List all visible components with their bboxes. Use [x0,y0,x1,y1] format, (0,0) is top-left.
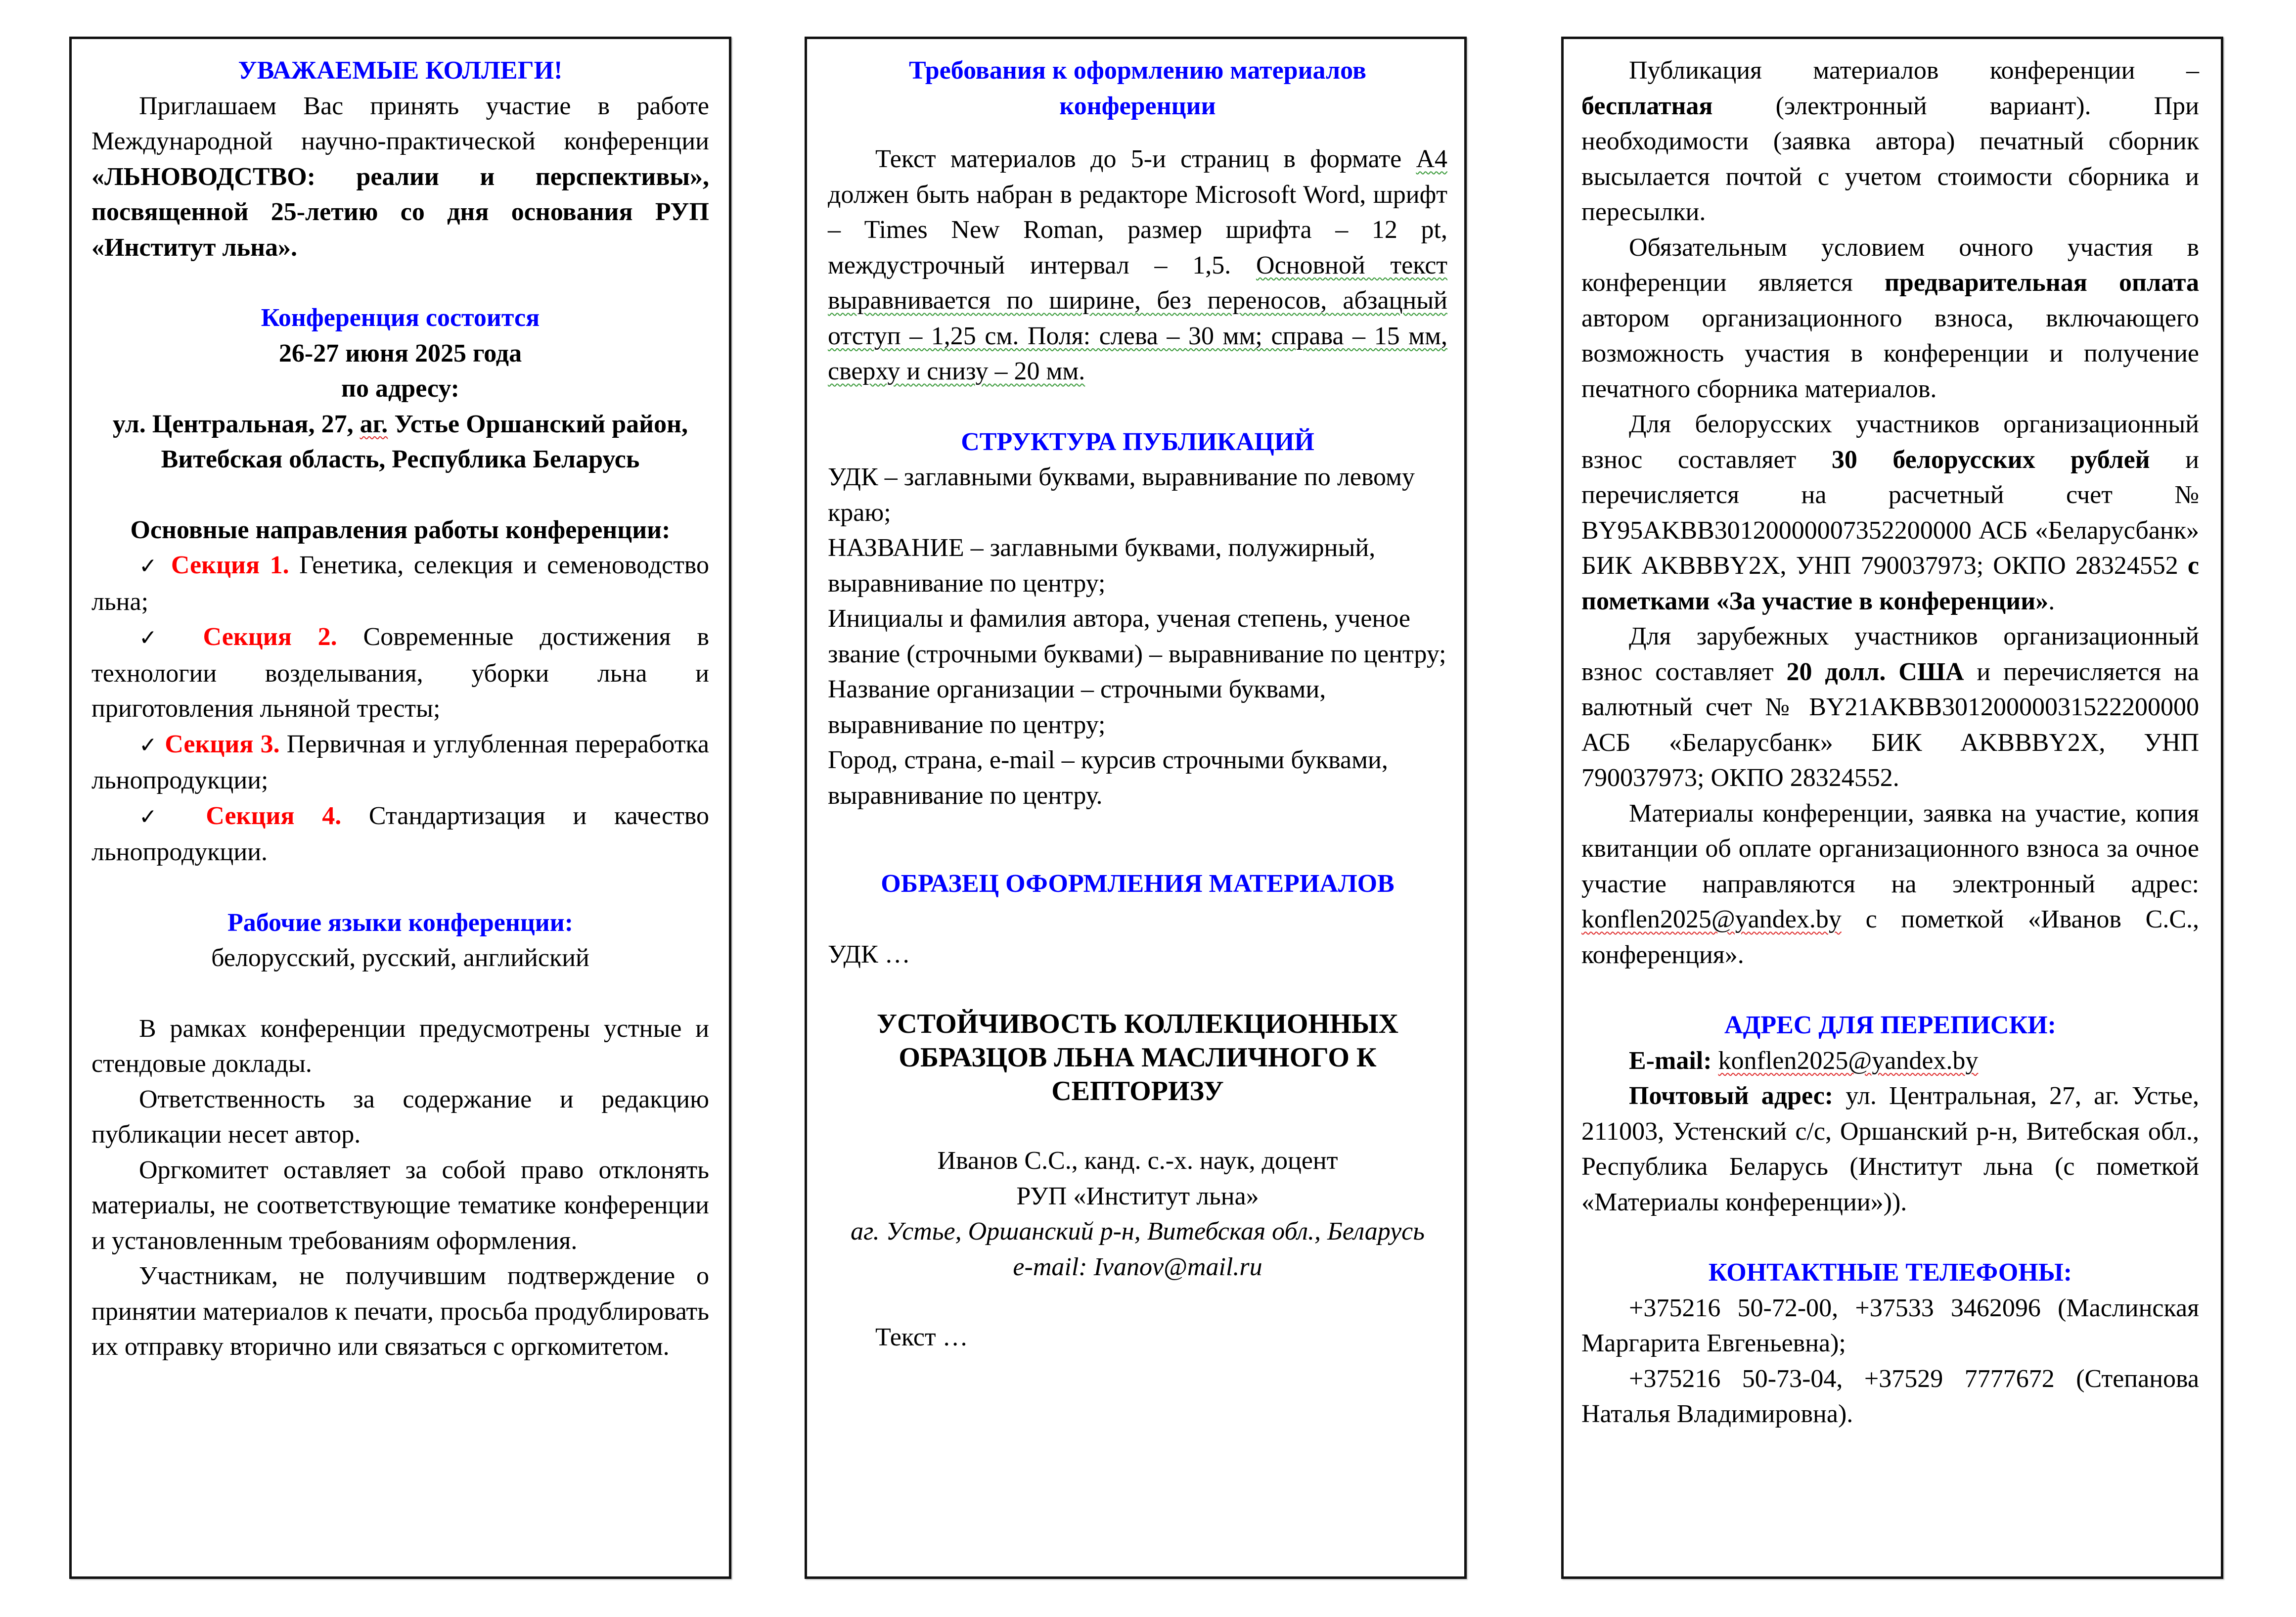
submission-email-link[interactable]: konflen2025@yandex.by [1581,905,1842,933]
fee-amount-byn: 30 белорусских рублей [1831,445,2150,474]
invitation-paragraph [91,89,709,266]
structure-heading: СТРУКТУРА ПУБЛИКАЦИЙ [961,427,1314,456]
postal-label: Почтовый адрес: [1629,1082,1834,1110]
requirements-a4: А4 [1416,145,1447,173]
requirements-text: Текст материалов до 5-и страниц в формате [875,145,1416,173]
prepayment-bold: предварительная оплата [1884,269,2199,297]
section-item [91,548,709,619]
venue-address-street: ул. Центральная, 27, [112,410,360,438]
email-label: E-mail: [1629,1046,1712,1075]
sample-email: e-mail: Ivanov@mail.ru [1013,1252,1262,1281]
fee-end: . [2048,587,2055,615]
publication-paragraph [1581,53,2199,230]
panel-content [1581,53,2199,1432]
prepayment-paragraph [1581,230,2199,407]
requirements-text: должен быть набран в редакторе Microsoft Word, шрифт – Times New Roman, размер шрифта – 12 pt, междустрочный интервал – 1,5. [828,180,1447,279]
checkmark-icon: ✓ [139,732,158,758]
fee-amount-usd: 20 долл. США [1786,657,1964,686]
venue-by-address-label: по адресу: [341,374,459,403]
prepayment-text: автором организационного взноса, включающего возможность участия в конференции и получение печатного сборника материалов. [1581,304,2199,403]
venue-address [91,407,709,477]
fee-foreign-paragraph [1581,619,2199,796]
section-label: Секция 1. [171,551,289,579]
sample-udk: УДК … [828,940,910,969]
fee-bank-details: и перечисляется на расчетный счет № BY95AKBB30120000007352200000 АСБ «Беларусбанк» БИК AKBBBY2X, УНП 790037973; ОКПО 28324552 [1581,445,2200,580]
submission-paragraph [1581,796,2199,973]
fee-note: с пометками «За участие в конференции» [1581,552,2199,615]
panel-content [828,53,1447,1355]
submission-text: с пометкой «Иванов С.С., конференция». [1581,905,2199,969]
venue-heading: Конференция состоится [261,304,540,332]
email-line [1581,1043,2199,1079]
section-label: Секция 3. [165,730,280,758]
conference-date: 26-27 июня 2025 года [278,339,522,368]
postal-line [1581,1078,2199,1220]
greeting-heading: УВАЖАЕМЫЕ КОЛЛЕГИ! [238,56,563,85]
section-text: Современные достижения в технологии возделывания, уборки льна и приготовления льняной тресты; [91,623,709,723]
structure-item: УДК – заглавными буквами, выравнивание по левому краю; [828,463,1415,527]
fee-belarus-paragraph [1581,407,2199,619]
postal-address: ул. Центральная, 27, аг. Устье, 211003, Устенский с/с, Оршанский р-н, Витебская обл., Республика Беларусь (Институт льна (с пометкой «Материалы конференции»)). [1581,1082,2200,1216]
structure-item: НАЗВАНИЕ – заглавными буквами, полужирный, выравнивание по центру; [828,534,1376,598]
checkmark-icon: ✓ [139,554,161,579]
requirements-heading: Требования к оформлению материалов конференции [909,56,1366,120]
section-label: Секция 2. [203,623,337,651]
info-paragraph: В рамках конференции предусмотрены устные и стендовые доклады. [91,1014,709,1078]
languages-heading: Рабочие языки конференции: [227,908,574,937]
section-text: Стандартизация и качество льнопродукции. [91,801,709,866]
phones-heading: КОНТАКТНЫЕ ТЕЛЕФОНЫ: [1708,1258,2072,1287]
fee-bank-details: и перечисляется на валютный счет № BY21AKBB30120000031522200000 АСБ «Беларусбанк» БИК AKBBBY2X, УНП 790037973; ОКПО 28324552. [1581,657,2200,792]
info-paragraph: Ответственность за содержание и редакцию публикации несет автор. [91,1085,709,1149]
checkmark-icon: ✓ [139,625,177,650]
requirements-paragraph [828,141,1447,389]
submission-text: Материалы конференции, заявка на участие, копия квитанции об оплате организационного взноса за очное участие направляются на электронный адрес: [1581,799,2199,898]
venue-address-rest: Устье Оршанский район, Витебская область, Республика Беларусь [161,410,688,473]
fee-text: Для зарубежных участников организационный взнос составляет [1581,622,2199,686]
structure-item: Название организации – строчными буквами, выравнивание по центру; [828,675,1326,739]
section-label: Секция 4. [206,801,342,830]
info-paragraph: Оргкомитет оставляет за собой право отклонять материалы, не соответствующие тематике конференции и установленным требованиям оформления. [91,1155,709,1255]
sample-title: УСТОЙЧИВОСТЬ КОЛЛЕКЦИОННЫХ ОБРАЗЦОВ ЛЬНА МАСЛИЧНОГО К СЕПТОРИЗУ [877,1009,1398,1107]
invitation-text: Приглашаем Вас принять участие в работе Международной научно-практической конференции [91,92,709,155]
prepayment-text: Обязательным условием очного участия в конференции является [1581,233,2199,297]
sample-location: аг. Устье, Оршанский р-н, Витебская обл., Беларусь [851,1217,1425,1246]
section-item [91,798,709,870]
publication-text: (электронный вариант). При необходимости (заявка автора) печатный сборник высылается почтой с учетом стоимости сборника и пересылки. [1581,92,2199,226]
phone-entry: +375216 50-72-00, +37533 3462096 (Маслинская Маргарита Евгеньевна); [1581,1294,2199,1357]
sample-author: Иванов С.С., канд. с.-х. наук, доцент [937,1147,1338,1175]
fee-text: Для белорусских участников организационный взнос составляет [1581,410,2199,474]
conference-name: «ЛЬНОВОДСТВО: реалии и перспективы», посвященной 25-летию со дня основания РУП «Институт льна». [91,162,709,262]
checkmark-icon: ✓ [139,804,179,830]
structure-item: Инициалы и фамилия автора, ученая степень, ученое звание (строчными буквами) – выравнивание по центру; [828,604,1446,668]
address-heading: АДРЕС ДЛЯ ПЕРЕПИСКИ: [1724,1011,2056,1039]
publication-text: Публикация материалов конференции – [1629,56,2199,85]
requirements-margins: Основной текст выравнивается по ширине, без переносов, абзацный отступ – 1,25 см. Поля: слева – 30 мм; справа – 15 мм, сверху и снизу – 20 мм. [828,251,1448,385]
languages-list: белорусский, русский, английский [211,944,589,972]
publication-free: бесплатная [1581,92,1713,120]
section-item [91,619,709,727]
section-item [91,727,709,798]
sample-heading: ОБРАЗЕЦ ОФОРМЛЕНИЯ МАТЕРИАЛОВ [881,870,1395,898]
section-text: Первичная и углубленная переработка льнопродукции; [91,730,709,794]
info-paragraph: Участникам, не получившим подтверждение о принятии материалов к печати, просьба продублировать их отправку вторично или связаться с оргкомитетом. [91,1262,709,1361]
email-link[interactable]: konflen2025@yandex.by [1718,1046,1979,1075]
sample-organization: РУП «Институт льна» [1016,1182,1259,1210]
sample-text: Текст … [875,1323,968,1351]
brochure-panel-requirements [805,37,1467,1579]
section-text: Генетика, селекция и семеноводство льна; [91,551,709,616]
structure-item: Город, страна, e-mail – курсив строчными буквами, выравнивание по центру. [828,746,1388,810]
venue-address-ag: аг. [360,410,388,438]
phone-entry: +375216 50-73-04, +37529 7777672 (Степанова Наталья Владимировна). [1581,1364,2199,1428]
brochure-panel-invitation [69,37,731,1579]
directions-heading: Основные направления работы конференции: [130,515,671,544]
panel-content [91,53,709,1365]
brochure-panel-payment-contacts [1561,37,2223,1579]
